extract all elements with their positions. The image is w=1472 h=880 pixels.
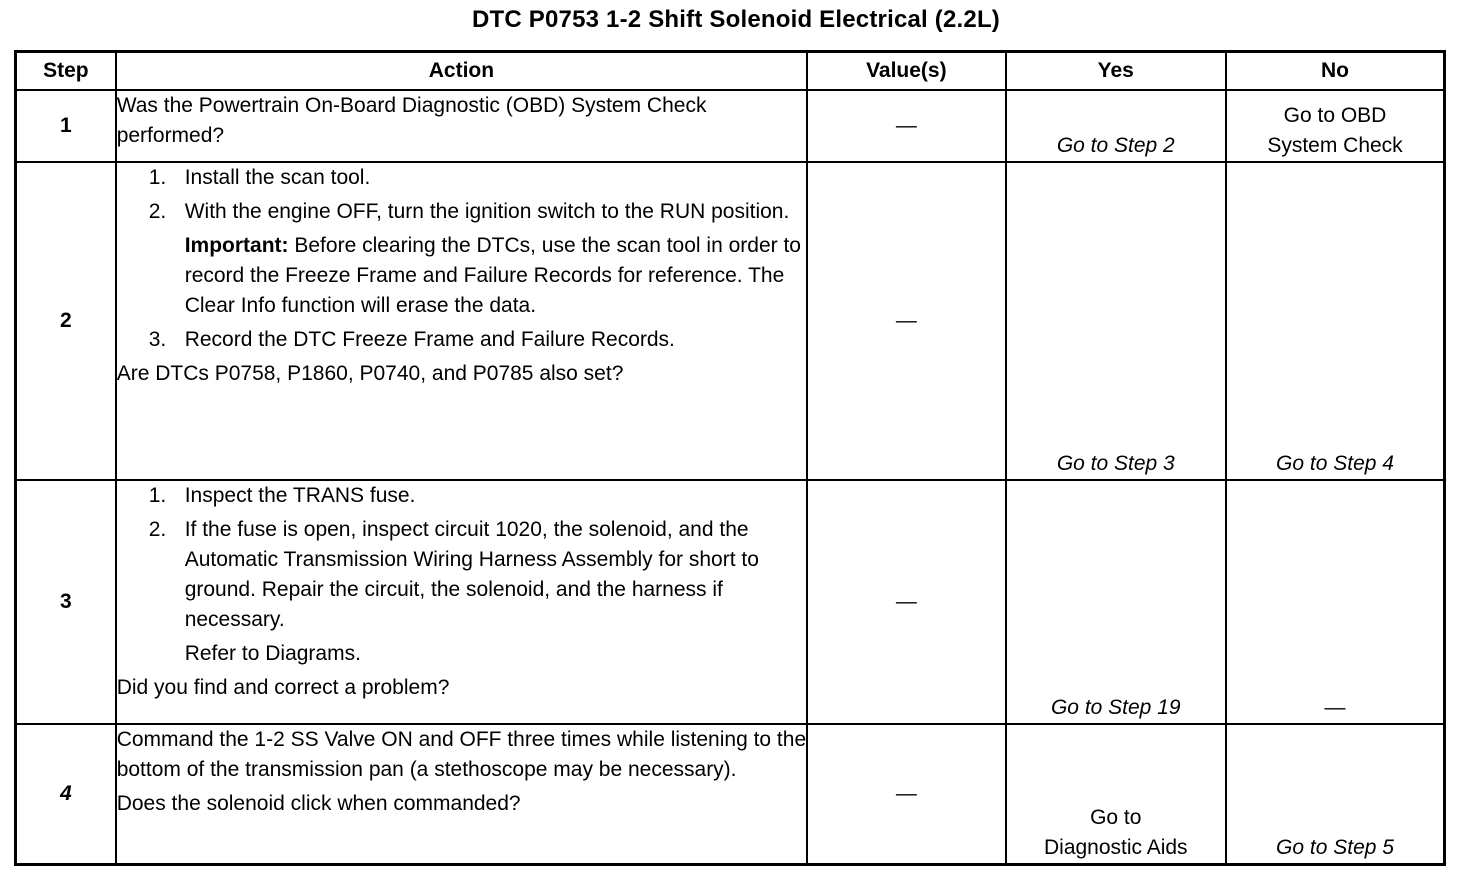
step-number: 3 — [16, 480, 116, 724]
list-item-text: If the fuse is open, inspect circuit 1020, the solenoid, and the Automatic Transmission Wiring Harness Assembly for short to ground. Repair the circuit, the solenoid, and the harness if necessary. — [184, 518, 759, 631]
step-number: 1 — [16, 90, 116, 162]
table-row — [16, 162, 1445, 480]
header-values: Value(s) — [807, 52, 1005, 91]
step-number: 4 — [16, 724, 116, 865]
list-item-number: 2. — [148, 518, 167, 541]
important-label: Important: — [184, 234, 289, 257]
yes-text-line2: Diagnostic Aids — [1043, 836, 1188, 859]
list-item-number: 1. — [148, 166, 167, 189]
important-text: Before clearing the DTCs, use the scan tool in order to record the Freeze Frame and Failure Records for reference. The Clear Info function will erase the data. — [184, 234, 801, 317]
yes-cell: Go to Step 3 — [1006, 162, 1226, 480]
header-no: No — [1226, 52, 1445, 91]
list-item — [147, 515, 806, 635]
list-item-number: 1. — [148, 484, 167, 507]
diagnostic-table — [14, 50, 1446, 866]
no-cell: Go to Step 4 — [1226, 162, 1445, 480]
table-row — [16, 90, 1445, 162]
action-text: Command the 1-2 SS Valve ON and OFF three times while listening to the bottom of the transmission pan (a stethoscope may be necessary). — [116, 728, 807, 781]
table-row — [16, 480, 1445, 724]
value-cell: — — [807, 724, 1005, 865]
yes-cell: Go to Step 19 — [1006, 480, 1226, 724]
list-item-number: 2. — [148, 200, 167, 223]
action-cell — [116, 480, 807, 724]
list-item-text: Record the DTC Freeze Frame and Failure Records. — [184, 328, 675, 351]
refer-note: Refer to Diagrams. — [184, 642, 361, 665]
value-cell: — — [807, 162, 1005, 480]
page-title: DTC P0753 1-2 Shift Solenoid Electrical (2.2L) — [471, 6, 1000, 33]
question-text: Did you find and correct a problem? — [116, 676, 450, 699]
action-text: Was the Powertrain On-Board Diagnostic (OBD) System Check performed? — [116, 94, 707, 147]
value-cell: — — [807, 90, 1005, 162]
header-step: Step — [16, 52, 116, 91]
list-item-text: With the engine OFF, turn the ignition switch to the RUN position. — [184, 200, 790, 223]
list-item — [147, 197, 806, 227]
header-yes: Yes — [1006, 52, 1226, 91]
important-note — [117, 231, 806, 321]
action-cell — [116, 90, 807, 162]
list-item-text: Inspect the TRANS fuse. — [184, 484, 416, 507]
no-cell — [1226, 90, 1445, 162]
header-row — [16, 52, 1445, 91]
question-text: Are DTCs P0758, P1860, P0740, and P0785 also set? — [116, 362, 624, 385]
value-cell: — — [807, 480, 1005, 724]
no-text-line2: System Check — [1267, 134, 1403, 157]
yes-cell — [1006, 724, 1226, 865]
list-item — [147, 481, 806, 511]
step-number: 2 — [16, 162, 116, 480]
yes-cell: Go to Step 2 — [1006, 90, 1226, 162]
header-action: Action — [116, 52, 807, 91]
action-cell — [116, 724, 807, 865]
action-list — [117, 481, 806, 635]
action-list — [117, 163, 806, 227]
no-text-line1: Go to OBD — [1283, 104, 1387, 127]
list-item-text: Install the scan tool. — [184, 166, 371, 189]
no-cell: Go to Step 5 — [1226, 724, 1445, 865]
yes-text-line1: Go to — [1090, 806, 1142, 829]
list-item-number: 3. — [148, 328, 167, 351]
no-cell: — — [1226, 480, 1445, 724]
question-text: Does the solenoid click when commanded? — [116, 792, 521, 815]
action-cell — [116, 162, 807, 480]
table-row — [16, 724, 1445, 865]
action-list — [117, 325, 806, 355]
list-item — [147, 325, 806, 355]
list-item — [147, 163, 806, 193]
